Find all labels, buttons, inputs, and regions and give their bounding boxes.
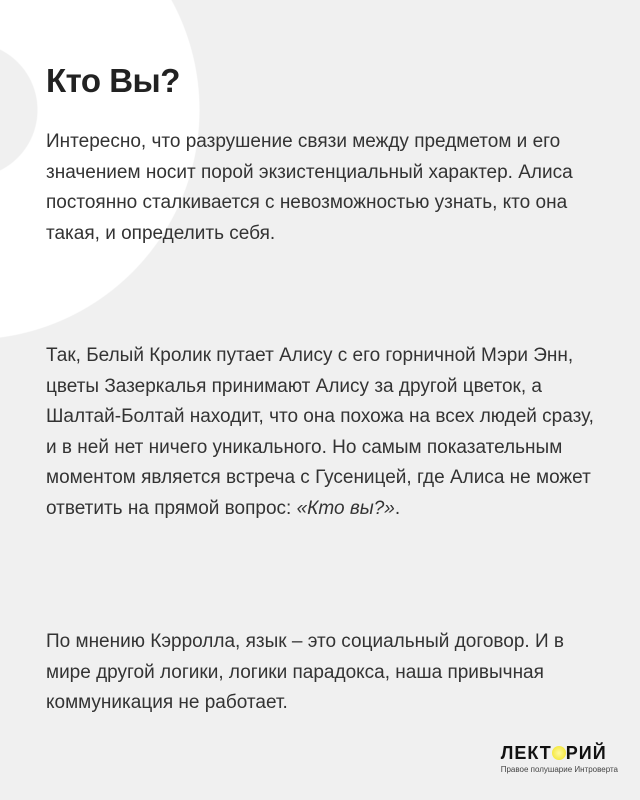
page-title: Кто Вы? bbox=[46, 62, 180, 99]
logo-name-part-2: РИЙ bbox=[565, 743, 607, 763]
logo-tagline: Правое полушарие Интроверта bbox=[500, 765, 618, 774]
quote: «Кто вы?» bbox=[296, 497, 395, 519]
lektoriy-logo bbox=[501, 743, 618, 774]
logo-name bbox=[501, 743, 618, 764]
paragraph-2 bbox=[46, 341, 606, 524]
paragraph-3: По мнению Кэрролла, язык – это социальный договор. И в мире другой логики, логики парадокса, наша привычная коммуникация не работает. bbox=[46, 631, 565, 713]
paragraph-1: Интересно, что разрушение связи между предметом и его значением носит порой экзистенциальный характер. Алиса постоянно сталкивается с невозможностью узнать, кто она такая, и определить себя. bbox=[46, 131, 573, 244]
paragraph-2-text: Так, Белый Кролик путает Алису с его горничной Мэри Энн, цветы Зазеркалья принимают Алису за другой цветок, а Шалтай-Болтай находит, что она похожа на всех людей сразу, и в ней нет ничего уникального. Но самым показательным моментом является встреча с Гусеницей, где Алиса не может ответить на прямой вопрос: bbox=[46, 345, 594, 519]
logo-name-part-1: ЛЕКТ bbox=[500, 743, 552, 763]
sun-icon bbox=[552, 746, 566, 760]
quote-end: . bbox=[394, 497, 401, 519]
